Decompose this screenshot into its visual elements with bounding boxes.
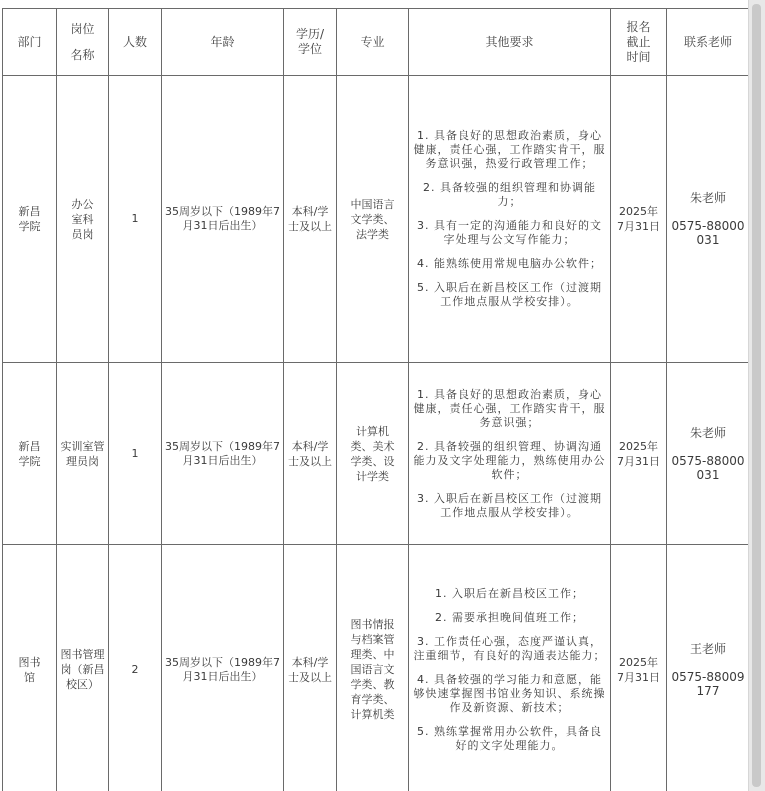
header-age: 年龄 bbox=[162, 9, 284, 76]
requirement-item: 1. 具备良好的思想政治素质，身心健康，责任心强，工作踏实肯干，服务意识强； bbox=[413, 387, 606, 429]
table-header-row bbox=[3, 9, 750, 76]
dept-text: 图书馆 bbox=[18, 655, 41, 684]
cell-contact bbox=[667, 76, 750, 363]
deadline-text: 2025年7月31日 bbox=[617, 655, 660, 684]
requirement-item: 4. 具备较强的学习能力和意愿，能够快速掌握图书馆业务知识、系统操作及新资源、新技术； bbox=[413, 672, 606, 714]
major-text: 计算机类、美术学类、设计学类 bbox=[350, 424, 395, 483]
degree-text: 本科/学士及以上 bbox=[288, 439, 332, 468]
contact-phone: 0575-88000031 bbox=[671, 453, 745, 482]
contact-name: 朱老师 bbox=[689, 425, 726, 440]
cell-position bbox=[57, 545, 109, 791]
header-requirements: 其他要求 bbox=[409, 9, 611, 76]
cell-contact bbox=[667, 545, 750, 791]
requirement-item: 3. 入职后在新昌校区工作（过渡期工作地点服从学校安排）。 bbox=[417, 491, 602, 519]
requirement-item: 2. 需要承担晚间值班工作； bbox=[435, 610, 584, 624]
requirement-item: 3. 具有一定的沟通能力和良好的文字处理与公文写作能力； bbox=[417, 219, 602, 246]
requirement-item: 3. 工作责任心强，态度严谨认真，注重细节，有良好的沟通表达能力； bbox=[413, 634, 606, 662]
header-contact: 联系老师 bbox=[667, 9, 750, 76]
cell-age: 35周岁以下（1989年7月31日后出生） bbox=[162, 545, 284, 791]
cell-position bbox=[57, 76, 109, 363]
header-degree-text: 学历/学位 bbox=[295, 27, 325, 56]
major-text: 中国语言文学类、法学类 bbox=[350, 197, 395, 241]
table-row bbox=[3, 363, 750, 545]
table-row bbox=[3, 76, 750, 363]
header-degree bbox=[284, 9, 337, 76]
dept-text: 新昌学院 bbox=[18, 205, 41, 233]
header-dept: 部门 bbox=[3, 9, 57, 76]
cell-count: 1 bbox=[109, 363, 162, 545]
cell-degree bbox=[284, 76, 337, 363]
contact-phone: 0575-88000031 bbox=[671, 219, 745, 247]
header-deadline-text: 报名截止时间 bbox=[626, 19, 651, 64]
requirement-item: 2. 具备较强的组织管理和协调能力； bbox=[423, 181, 596, 208]
position-text: 图书管理岗（新昌校区） bbox=[60, 648, 105, 691]
cell-dept bbox=[3, 545, 57, 791]
deadline-text: 2025年7月31日 bbox=[617, 439, 660, 468]
contact-name: 朱老师 bbox=[689, 191, 726, 205]
position-text: 实训室管理员岗 bbox=[60, 439, 105, 468]
header-position-line2: 名称 bbox=[70, 48, 95, 62]
requirement-item: 2. 具备较强的组织管理、协调沟通能力及文字处理能力，熟练使用办公软件； bbox=[413, 439, 606, 481]
major-text: 图书情报与档案管理类、中国语言文学类、教育学类、计算机类 bbox=[350, 618, 395, 721]
cell-count: 2 bbox=[109, 545, 162, 791]
cell-dept bbox=[3, 363, 57, 545]
contact-name: 王老师 bbox=[689, 641, 726, 656]
cell-major bbox=[337, 76, 409, 363]
cell-deadline bbox=[611, 76, 667, 363]
degree-text: 本科/学士及以上 bbox=[288, 655, 332, 684]
position-text: 办公室科员岗 bbox=[71, 197, 94, 241]
cell-degree bbox=[284, 545, 337, 791]
cell-requirements bbox=[409, 363, 611, 545]
requirement-item: 5. 熟练掌握常用办公软件，具备良好的文字处理能力。 bbox=[417, 724, 602, 752]
deadline-text: 2025年7月31日 bbox=[617, 205, 660, 233]
cell-deadline bbox=[611, 545, 667, 791]
header-count: 人数 bbox=[109, 9, 162, 76]
cell-age: 35周岁以下（1989年7月31日后出生） bbox=[162, 363, 284, 545]
cell-degree bbox=[284, 363, 337, 545]
header-position-line1: 岗位 bbox=[70, 22, 95, 36]
requirement-item: 1. 具备良好的思想政治素质，身心健康，责任心强，工作踏实肯干，服务意识强，热爱行政管理工作； bbox=[413, 129, 606, 170]
cell-position bbox=[57, 363, 109, 545]
table-row bbox=[3, 545, 750, 791]
dept-text: 新昌学院 bbox=[18, 439, 41, 468]
requirement-item: 4. 能熟练使用常规电脑办公软件； bbox=[417, 257, 602, 270]
cell-major bbox=[337, 363, 409, 545]
cell-contact bbox=[667, 363, 750, 545]
scrollbar-thumb[interactable] bbox=[752, 4, 761, 787]
cell-count: 1 bbox=[109, 76, 162, 363]
cell-requirements bbox=[409, 545, 611, 791]
cell-major bbox=[337, 545, 409, 791]
cell-age: 35周岁以下（1989年7月31日后出生） bbox=[162, 76, 284, 363]
header-deadline bbox=[611, 9, 667, 76]
cell-dept bbox=[3, 76, 57, 363]
recruitment-table bbox=[2, 8, 750, 791]
header-major: 专业 bbox=[337, 9, 409, 76]
degree-text: 本科/学士及以上 bbox=[288, 205, 332, 233]
requirement-item: 1. 入职后在新昌校区工作； bbox=[435, 586, 584, 600]
vertical-scrollbar[interactable] bbox=[748, 0, 765, 791]
cell-deadline bbox=[611, 363, 667, 545]
header-position bbox=[57, 9, 109, 76]
contact-phone: 0575-88009177 bbox=[671, 669, 745, 698]
cell-requirements bbox=[409, 76, 611, 363]
requirement-item: 5. 入职后在新昌校区工作（过渡期工作地点服从学校安排）。 bbox=[417, 281, 602, 308]
